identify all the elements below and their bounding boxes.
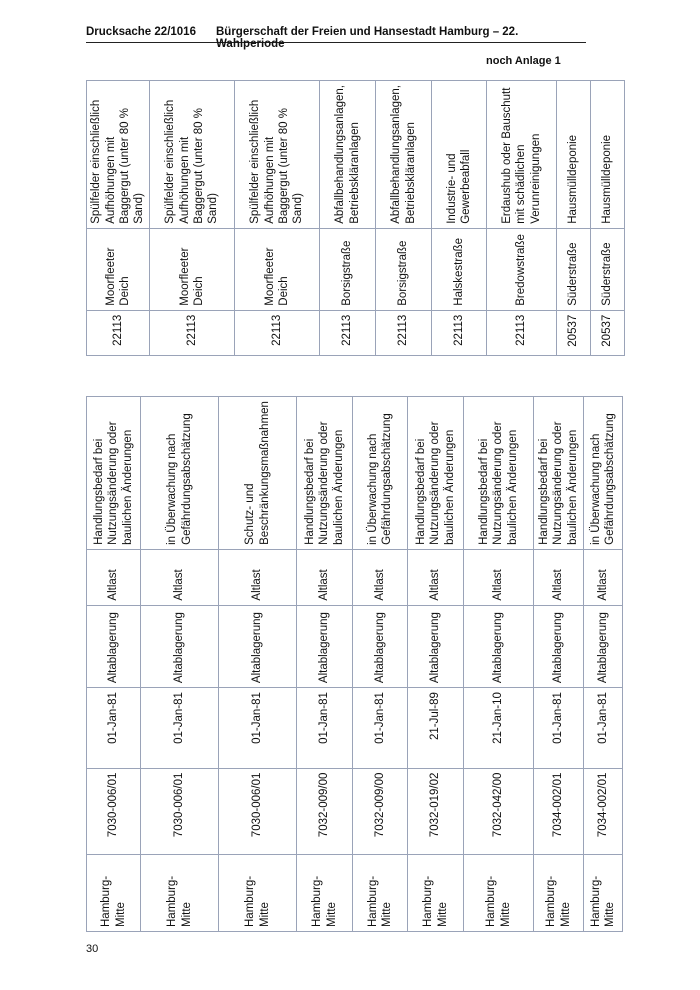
page-header xyxy=(86,26,586,50)
date-cell: 01-Jan-81 xyxy=(87,688,141,769)
street-cell: Moorfleeter Deich xyxy=(150,228,235,310)
site-address-table xyxy=(86,80,625,356)
table-row xyxy=(219,397,297,932)
status-cell: Altlast xyxy=(534,549,584,605)
district-cell: Hamburg-Mitte xyxy=(297,854,353,931)
date-cell: 01-Jan-81 xyxy=(297,688,353,769)
table-row xyxy=(87,397,141,932)
table-row xyxy=(376,81,432,356)
table-row xyxy=(297,397,353,932)
action-cell: in Überwachung nach Gefährdungsabschätzung xyxy=(141,397,219,550)
street-cell: Borsigstraße xyxy=(320,228,376,310)
description-cell: Erdaushub oder Bauschutt mit schädlichen Verunreinigungen xyxy=(487,81,557,229)
street-cell: Halskestraße xyxy=(432,228,487,310)
status-cell: Altlast xyxy=(584,549,623,605)
document-number: Drucksache 22/1016 xyxy=(86,26,196,38)
district-cell: Hamburg-Mitte xyxy=(534,854,584,931)
status-cell: Altlast xyxy=(141,549,219,605)
action-cell: in Überwachung nach Gefährdungsabschätzung xyxy=(584,397,623,550)
postal-code-cell: 22113 xyxy=(150,310,235,355)
district-cell: Hamburg-Mitte xyxy=(408,854,464,931)
table-row xyxy=(464,397,534,932)
site-code-cell: 7034-002/01 xyxy=(534,768,584,854)
street-cell: Moorfleeter Deich xyxy=(235,228,320,310)
action-cell: Handlungsbedarf bei Nutzungsänderung oder baulichen Änderungen xyxy=(464,397,534,550)
table-row xyxy=(432,81,487,356)
status-cell: Altlast xyxy=(353,549,408,605)
site-code-cell: 7030-006/01 xyxy=(141,768,219,854)
district-cell: Hamburg-Mitte xyxy=(464,854,534,931)
table-row xyxy=(487,81,557,356)
postal-code-cell: 22113 xyxy=(376,310,432,355)
date-cell: 01-Jan-81 xyxy=(584,688,623,769)
table-row xyxy=(408,397,464,932)
type-cell: Altablagerung xyxy=(141,605,219,687)
site-code-cell: 7034-002/01 xyxy=(584,768,623,854)
date-cell: 21-Jan-10 xyxy=(464,688,534,769)
district-cell: Hamburg-Mitte xyxy=(584,854,623,931)
table-row xyxy=(353,397,408,932)
postal-code-cell: 22113 xyxy=(87,310,150,355)
action-cell: Handlungsbedarf bei Nutzungsänderung oder baulichen Änderungen xyxy=(87,397,141,550)
description-cell: Abfallbehandlungsanlagen, Betriebskläranlagen xyxy=(320,81,376,229)
table-row xyxy=(87,81,150,356)
type-cell: Altablagerung xyxy=(219,605,297,687)
site-code-cell: 7030-006/01 xyxy=(219,768,297,854)
site-code-cell: 7032-009/00 xyxy=(353,768,408,854)
table-row xyxy=(150,81,235,356)
district-cell: Hamburg-Mitte xyxy=(219,854,297,931)
description-cell: Spülfelder einschließlich Aufhöhungen mit Baggergut (unter 80 % Sand) xyxy=(87,81,150,229)
status-cell: Altlast xyxy=(464,549,534,605)
street-cell: Moorfleeter Deich xyxy=(87,228,150,310)
table-row xyxy=(141,397,219,932)
description-cell: Spülfelder einschließlich Aufhöhungen mit Baggergut (unter 80 % Sand) xyxy=(150,81,235,229)
date-cell: 01-Jan-81 xyxy=(353,688,408,769)
status-cell: Altlast xyxy=(408,549,464,605)
postal-code-cell: 22113 xyxy=(235,310,320,355)
postal-code-cell: 22113 xyxy=(432,310,487,355)
street-cell: Borsigstraße xyxy=(376,228,432,310)
action-cell: Schutz- und Beschränkungsmaßnahmen xyxy=(219,397,297,550)
table-row xyxy=(584,397,623,932)
street-cell: Süderstraße xyxy=(557,228,591,310)
date-cell: 01-Jan-81 xyxy=(534,688,584,769)
date-cell: 01-Jan-81 xyxy=(141,688,219,769)
description-cell: Abfallbehandlungsanlagen, Betriebskläranlagen xyxy=(376,81,432,229)
street-cell: Bredowstraße xyxy=(487,228,557,310)
date-cell: 01-Jan-81 xyxy=(219,688,297,769)
status-cell: Altlast xyxy=(87,549,141,605)
table-row xyxy=(534,397,584,932)
parliament-title: Bürgerschaft der Freien und Hansestadt Hamburg – 22. Wahlperiode xyxy=(216,26,519,50)
action-cell: in Überwachung nach Gefährdungsabschätzung xyxy=(353,397,408,550)
site-code-cell: 7032-009/00 xyxy=(297,768,353,854)
type-cell: Altablagerung xyxy=(408,605,464,687)
district-cell: Hamburg-Mitte xyxy=(87,854,141,931)
postal-code-cell: 20537 xyxy=(557,310,591,355)
type-cell: Altablagerung xyxy=(584,605,623,687)
action-cell: Handlungsbedarf bei Nutzungsänderung oder baulichen Änderungen xyxy=(534,397,584,550)
status-cell: Altlast xyxy=(297,549,353,605)
table-row xyxy=(235,81,320,356)
action-cell: Handlungsbedarf bei Nutzungsänderung oder baulichen Änderungen xyxy=(297,397,353,550)
status-cell: Altlast xyxy=(219,549,297,605)
type-cell: Altablagerung xyxy=(534,605,584,687)
site-code-cell: 7032-042/00 xyxy=(464,768,534,854)
postal-code-cell: 22113 xyxy=(487,310,557,355)
description-cell: Hausmülldeponie xyxy=(557,81,591,229)
description-cell: Spülfelder einschließlich Aufhöhungen mit Baggergut (unter 80 % Sand) xyxy=(235,81,320,229)
street-cell: Süderstraße xyxy=(591,228,625,310)
type-cell: Altablagerung xyxy=(87,605,141,687)
table-row xyxy=(320,81,376,356)
description-cell: Industrie- und Gewerbeabfall xyxy=(432,81,487,229)
table-row xyxy=(557,81,591,356)
action-cell: Handlungsbedarf bei Nutzungsänderung oder baulichen Änderungen xyxy=(408,397,464,550)
date-cell: 21-Jul-89 xyxy=(408,688,464,769)
table-row xyxy=(591,81,625,356)
district-cell: Hamburg-Mitte xyxy=(353,854,408,931)
page-number: 30 xyxy=(86,943,99,955)
contaminated-sites-table xyxy=(86,396,623,932)
annex-label: noch Anlage 1 xyxy=(486,55,561,67)
site-code-cell: 7032-019/02 xyxy=(408,768,464,854)
district-cell: Hamburg-Mitte xyxy=(141,854,219,931)
postal-code-cell: 22113 xyxy=(320,310,376,355)
description-cell: Hausmülldeponie xyxy=(591,81,625,229)
type-cell: Altablagerung xyxy=(353,605,408,687)
postal-code-cell: 20537 xyxy=(591,310,625,355)
type-cell: Altablagerung xyxy=(464,605,534,687)
site-code-cell: 7030-006/01 xyxy=(87,768,141,854)
type-cell: Altablagerung xyxy=(297,605,353,687)
